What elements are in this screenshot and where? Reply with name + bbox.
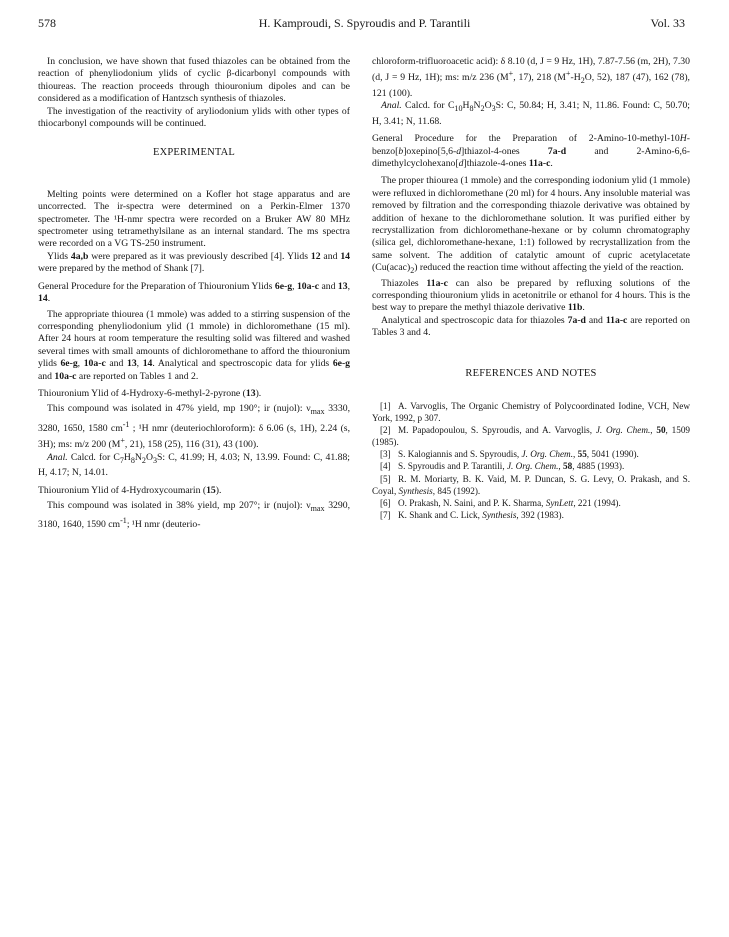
conclusion-paragraph-2: The investigation of the reactivity of aryliodonium ylids with other types of thiocarbonyl compounds will be continued. bbox=[38, 105, 350, 130]
ylid-15-paragraph-continued: chloroform-trifluoroacetic acid): δ 8.10 (d, J = 9 Hz, 1H), 7.87-7.56 (m, 2H), 7.30 (d, J = 9 Hz, 1H); ms: m/z 236 (M+, 17), 218 ($M^+-H_2O$, 52), 187 (47), 162 (78), 121 (100). bbox=[372, 56, 690, 99]
references-list bbox=[372, 400, 690, 521]
running-head-authors: H. Kamproudi, S. Spyroudis and P. Tarantili bbox=[258, 16, 471, 30]
general-procedure-paragraph-2: The proper thiourea (1 mmole) and the corresponding iodonium ylid (1 mmole) were refluxed in dichloromethane (20 ml) for 4 hours. Any insoluble material was removed by filtration and the corresponding thiazole derivative was obtained by addition of hexane to the dichloromethane solution. It was purified either by recrystallization from dichloromethane-hexane or by column chromatography (silica gel, dichloromethane-hexane, 1:1) followed by recrystallization from the same solvent. The addition of catalytic amount of cupric acetylacetate $(Cu(acac)_2)$ reduced the reaction time without affecting the yield of the reaction. bbox=[372, 175, 690, 276]
references-heading: REFERENCES AND NOTES bbox=[465, 367, 597, 379]
reference-item: [5] R. M. Moriarty, B. K. Vaid, M. P. Duncan, S. G. Levy, O. Prakash, and S. Coyal, Synthesis, 845 (1992). bbox=[372, 473, 690, 496]
reference-item: [1] A. Varvoglis, The Organic Chemistry of Polycoordinated Iodine, VCH, New York, 1992, p 307. bbox=[372, 400, 690, 424]
ylid-13-paragraph: This compound was isolated in 47% yield, mp 190°; ir (nujol): $\nu_{max}$ 3330, 3280, 1650, 1580 $cm^{-1}$ ; ¹H nmr (deuteriochloroform): δ 6.06 (s, 1H), 2.24 (s, 3H); ms: m/z 200 (M+, 21), 158 (25), 116 (31), 43 (100). bbox=[38, 403, 351, 451]
right-column bbox=[372, 56, 690, 521]
general-procedure-heading-1: General Procedure for the Preparation of Thiouronium Ylids 6e-g, 10a-c and 13, 14. bbox=[38, 280, 350, 305]
left-column bbox=[38, 56, 350, 532]
general-procedure-paragraph-1: The appropriate thiourea (1 mmole) was added to a stirring suspension of the corresponding phenyliodonium ylid (1 mmole) in dichloromethane (15 ml). After 24 hours at room temperature the resulting solid was filtered and washed several times with small amounts of dichloromethane to afford the thiouronium ylids 6e-g, 10a-c and 13, 14. Analytical and spectroscopic data for ylids 6e-g and 10a-c are reported on Tables 1 and 2. bbox=[38, 308, 351, 382]
thiazoles-paragraph: Thiazoles 11a-c can also be prepared by refluxing solutions of the corresponding thiouronium ylids in acetonitrile or ethanol for 4 hours. This is the best way to prepare the methyl thiazole derivative 11b. bbox=[372, 277, 690, 314]
general-procedure-heading-2: General Procedure for the Preparation of 2-Amino-10-methyl-10H-benzo[b]oxepino[5,6-d]thiazol-4-ones 7a-d and 2-Amino-6,6-dimethylcyclohexano[d]thiazole-4-ones 11a-c. bbox=[372, 133, 690, 169]
experimental-heading: EXPERIMENTAL bbox=[152, 147, 236, 159]
ylids-paragraph: Ylids 4a,b were prepared as it was previously described [4]. Ylids 12 and 14 were prepared by the method of Shank [7]. bbox=[38, 250, 350, 275]
reference-item: [4] S. Spyroudis and P. Tarantili, J. Org. Chem., 58, 4885 (1993). bbox=[380, 461, 625, 472]
volume-label: Vol. 33 bbox=[650, 16, 685, 30]
ylid-15-analysis: Anal. Calcd. for $C_{10}H_8N_2O_3S$: C, 50.84; H, 3.41; N, 11.86. Found: C, 50.70; H, 3.41; N, 11.68. bbox=[372, 100, 690, 127]
ylid-15-paragraph: This compound was isolated in 38% yield, mp 207°; ir (nujol): $\nu_{max}$ 3290, 3180, 1640, 1590 $cm^{-1}$; ¹H nmr (deuterio- bbox=[38, 500, 351, 531]
reference-item: [6] O. Prakash, N. Saini, and P. K. Sharma, SynLett, 221 (1994). bbox=[380, 497, 621, 508]
ylid-13-analysis: Anal. Calcd. for $C_7H_8N_2O_3S$: C, 41.99; H, 4.03; N, 13.99. Found: C, 41.88; H, 4.17; N, 14.01. bbox=[38, 451, 350, 479]
reference-item: [7] K. Shank and C. Lick, Synthesis, 392 (1983). bbox=[380, 509, 564, 520]
analytical-data-paragraph: Analytical and spectroscopic data for thiazoles 7a-d and 11a-c are reported on Tables 3 and 4. bbox=[372, 314, 690, 339]
conclusion-paragraph: In conclusion, we have shown that fused thiazoles can be obtained from the reaction of phenyliodonium ylids of cyclic β-dicarbonyl compounds with thioureas. The reaction proceeds through thiouronium dipoles and can be considered as a modification of Hantzsch synthesis of thiazoles. bbox=[38, 56, 350, 105]
ylid-13-heading: Thiouronium Ylid of 4-Hydroxy-6-methyl-2-pyrone (13). bbox=[38, 387, 262, 399]
reference-item: [3] S. Kalogiannis and S. Spyroudis, J. Org. Chem., 55, 5041 (1990). bbox=[380, 449, 639, 460]
reference-item: [2] M. Papadopoulou, S. Spyroudis, and A. Varvoglis, J. Org. Chem., 50, 1509 (1985). bbox=[372, 425, 691, 448]
ylid-15-heading: Thiouronium Ylid of 4-Hydroxycoumarin (15). bbox=[38, 484, 222, 496]
page-number: 578 bbox=[38, 16, 56, 30]
methods-paragraph: Melting points were determined on a Kofler hot stage apparatus and are uncorrected. The ir-spectra were determined on a Perkin-Elmer 1370 spectrometer. The ¹H-nmr spectra were recorded on a Bruker AW 80 MHz spectrometer using tetramethylsilane as an internal standard. The ms spectra were recorded on a VG TS-250 instrument. bbox=[38, 188, 350, 250]
